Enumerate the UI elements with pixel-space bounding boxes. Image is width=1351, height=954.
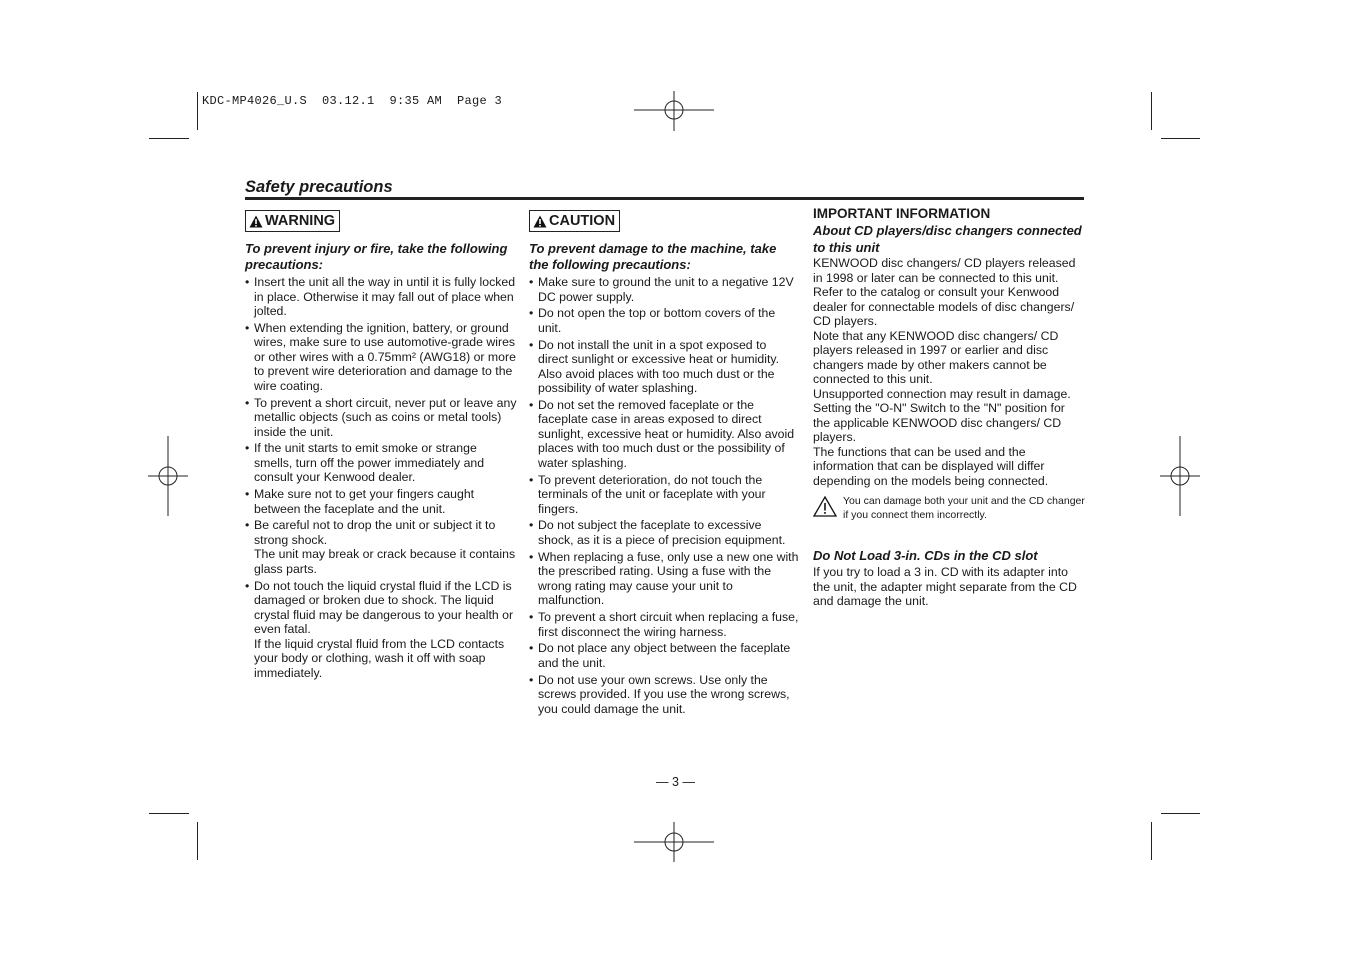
list-item: • When extending the ignition, battery, or ground wires, make sure to use automotive-grade wires or other wires with a 0.75mm² (AWG18) or more to prevent wire deterioration and damage to the wire coating. xyxy=(245,321,517,394)
registration-mark-icon xyxy=(634,822,714,862)
warning-list xyxy=(245,275,517,680)
crop-mark xyxy=(149,813,189,814)
list-item: • When replacing a fuse, only use a new one with the prescribed rating. Using a fuse with the wrong rating may cause your unit to malfunction. xyxy=(529,550,799,608)
print-slug: KDC-MP4026_U.S 03.12.1 9:35 AM Page 3 xyxy=(202,94,503,108)
crop-mark xyxy=(1151,92,1152,130)
caution-note xyxy=(813,494,1085,522)
paragraph: KENWOOD disc changers/ CD players released in 1998 or later can be connected to this unit. xyxy=(813,256,1076,285)
list-item: • Do not install the unit in a spot exposed to direct sunlight or excessive heat or humidity. Also avoid places with too much dust or the possibility of water splashing. xyxy=(529,338,799,396)
list-item: • Be careful not to drop the unit or subject it to strong shock. The unit may break or crack because it contains glass parts. xyxy=(245,518,517,576)
title-rule xyxy=(245,197,1084,200)
registration-mark-icon xyxy=(634,91,714,131)
paragraph: Note that any KENWOOD disc changers/ CD players released in 1997 or earlier and disc changers made by other makers cannot be connected to this unit. xyxy=(813,328,1059,386)
important-section xyxy=(813,206,1085,609)
list-item: • Do not open the top or bottom covers of the unit. xyxy=(529,306,799,335)
list-item: • Insert the unit all the way in until it is fully locked in place. Otherwise it may fall out of place when jolted. xyxy=(245,275,517,319)
cd-slot-text: If you try to load a 3 in. CD with its adapter into the unit, the adapter might separate from the CD and damage the unit. xyxy=(813,565,1077,608)
list-item: • To prevent a short circuit when replacing a fuse, first disconnect the wiring harness. xyxy=(529,610,799,639)
warning-section xyxy=(245,206,517,683)
list-item: • Do not set the removed faceplate or the faceplate case in areas exposed to direct sunlight, excessive heat or humidity. Also avoid places with too much dust or the possibility of water splashing. xyxy=(529,398,799,471)
caution-section xyxy=(529,206,799,718)
crop-mark xyxy=(149,138,189,139)
paragraph: Unsupported connection may result in damage. xyxy=(813,386,1071,401)
crop-mark xyxy=(197,92,198,130)
crop-mark xyxy=(1161,138,1200,139)
list-item: • Do not touch the liquid crystal fluid if the LCD is damaged or broken due to shock. The liquid crystal fluid may be dangerous to your health or even fatal. If the liquid crystal fluid from the LCD contacts your body or clothing, wash it off with soap immediately. xyxy=(245,579,517,681)
important-subheading: About CD players/disc changers connected to this unit xyxy=(813,223,1082,255)
list-item: • Make sure to ground the unit to a negative 12V DC power supply. xyxy=(529,275,799,304)
caution-badge xyxy=(529,210,620,232)
warning-badge xyxy=(245,210,340,232)
list-item: • Do not subject the faceplate to excessive shock, as it is a piece of precision equipment. xyxy=(529,518,799,547)
caution-list xyxy=(529,275,799,716)
warning-triangle-icon xyxy=(813,496,837,517)
crop-mark xyxy=(1151,822,1152,860)
page-number: — 3 — xyxy=(656,775,695,789)
list-item: • If the unit starts to emit smoke or strange smells, turn off the power immediately and consult your Kenwood dealer. xyxy=(245,441,517,485)
crop-mark xyxy=(197,822,198,860)
paragraph: The functions that can be used and the information that can be displayed will differ depending on the models being connected. xyxy=(813,444,1049,488)
registration-mark-icon xyxy=(148,436,188,516)
list-item: • Make sure not to get your fingers caught between the faceplate and the unit. xyxy=(245,487,517,516)
list-item: • To prevent a short circuit, never put or leave any metallic objects (such as coins or metal tools) inside the unit. xyxy=(245,396,517,440)
paragraph: Refer to the catalog or consult your Kenwood dealer for connectable models of disc changers/ CD players. xyxy=(813,285,1075,328)
registration-mark-icon xyxy=(1160,436,1200,516)
list-item: • Do not use your own screws. Use only the screws provided. If you use the wrong screws, you could damage the unit. xyxy=(529,673,799,717)
caution-heading: To prevent damage to the machine, take the following precautions: xyxy=(529,241,777,272)
crop-mark xyxy=(1161,813,1200,814)
list-item: • Do not place any object between the faceplate and the unit. xyxy=(529,641,799,670)
page-title: Safety precautions xyxy=(245,178,393,196)
warning-badge-label: WARNING xyxy=(265,213,336,229)
caution-badge-label: CAUTION xyxy=(549,213,616,229)
warning-triangle-icon xyxy=(533,215,547,228)
warning-triangle-icon xyxy=(249,215,263,228)
list-item: • To prevent deterioration, do not touch the terminals of the unit or faceplate with your fingers. xyxy=(529,473,799,517)
important-heading: IMPORTANT INFORMATION xyxy=(813,206,991,221)
cd-slot-heading: Do Not Load 3-in. CDs in the CD slot xyxy=(813,548,1038,563)
warning-heading: To prevent injury or fire, take the following precautions: xyxy=(245,241,508,272)
caution-note-text: You can damage both your unit and the CD changer if you connect them incorrectly. xyxy=(843,495,1085,521)
paragraph: Setting the "O-N" Switch to the "N" position for the applicable KENWOOD disc changers/ CD players. xyxy=(813,401,1065,444)
